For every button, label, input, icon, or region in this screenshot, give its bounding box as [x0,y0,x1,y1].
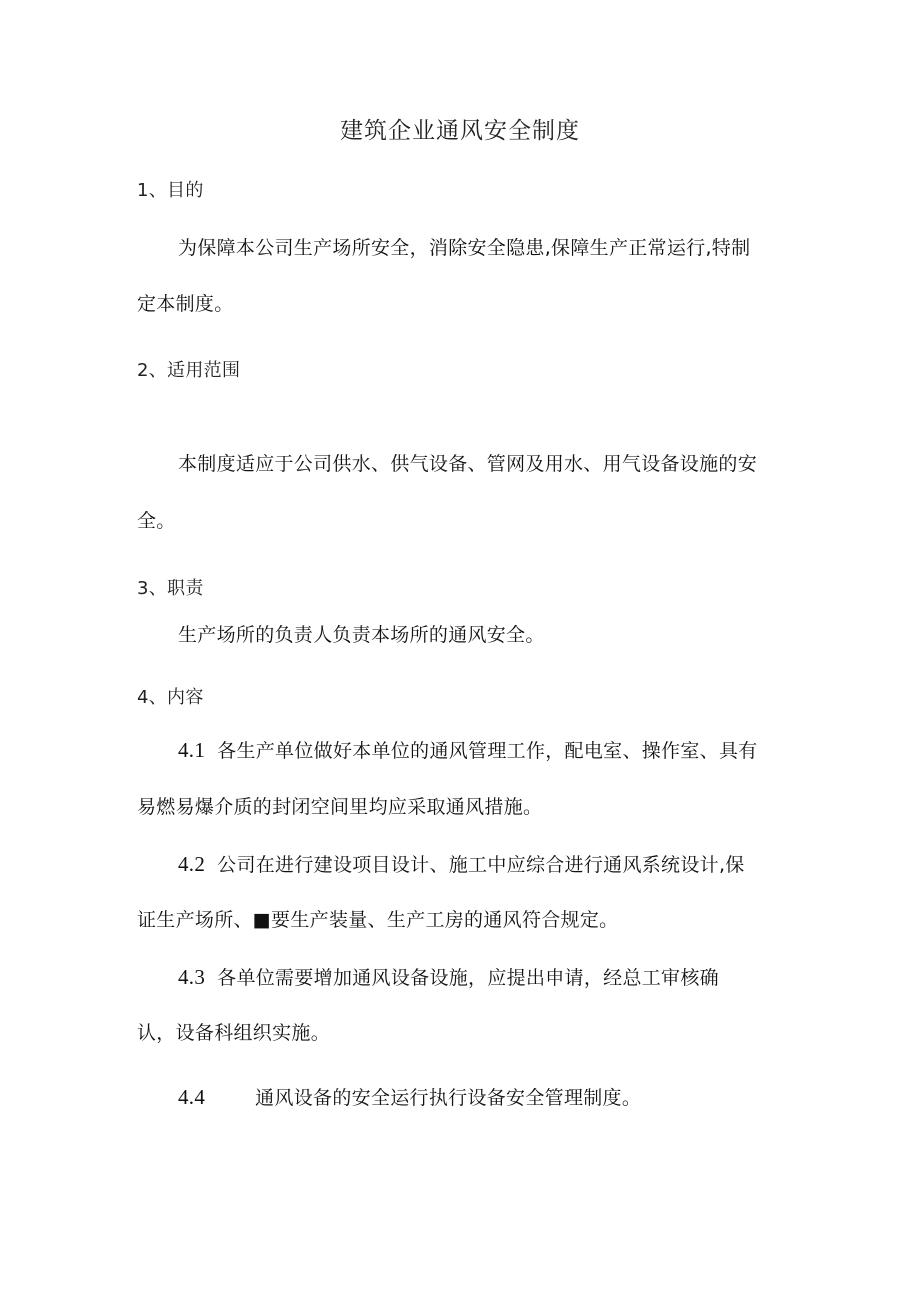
section-heading-content: 4、内容 [137,687,204,708]
clause-4-3 [178,965,719,990]
paragraph-line: 认，设备科组织实施。 [137,1022,331,1044]
clause-number: 4.2 [178,852,206,876]
clause-text: 各生产单位做好本单位的通风管理工作，配电室、操作室、具有 [217,740,758,762]
clause-number: 4.3 [178,965,206,989]
paragraph-line: 证生产场所、■要生产装量、生产工房的通风符合规定。 [137,909,619,931]
clause-text: 各单位需要增加通风设备设施，应提出申请，经总工审核确 [217,967,719,989]
paragraph-line: 生产场所的负责人负责本场所的通风安全。 [178,624,545,646]
clause-4-1 [178,738,758,763]
clause-number: 4.4 [178,1085,206,1109]
section-heading-purpose: 1、目的 [137,180,204,201]
paragraph-line: 全。 [137,510,176,532]
section-heading-responsibility: 3、职责 [137,578,204,599]
clause-4-2 [178,852,745,877]
paragraph-line: 易燃易爆介质的封闭空间里均应采取通风措施。 [137,796,543,818]
clause-text: 通风设备的安全运行执行设备安全管理制度。 [255,1087,642,1109]
paragraph-line: 为保障本公司生产场所安全，消除安全隐患,保障生产正常运行,特制 [178,237,751,259]
section-heading-scope: 2、适用范围 [137,360,241,381]
document-title: 建筑企业通风安全制度 [340,118,580,144]
paragraph-line: 定本制度。 [137,293,234,315]
clause-4-4 [178,1085,641,1110]
clause-number: 4.1 [178,738,206,762]
paragraph-line: 本制度适应于公司供水、供气设备、管网及用水、用气设备设施的安 [178,453,758,475]
clause-text: 公司在进行建设项目设计、施工中应综合进行通风系统设计,保 [217,854,745,876]
